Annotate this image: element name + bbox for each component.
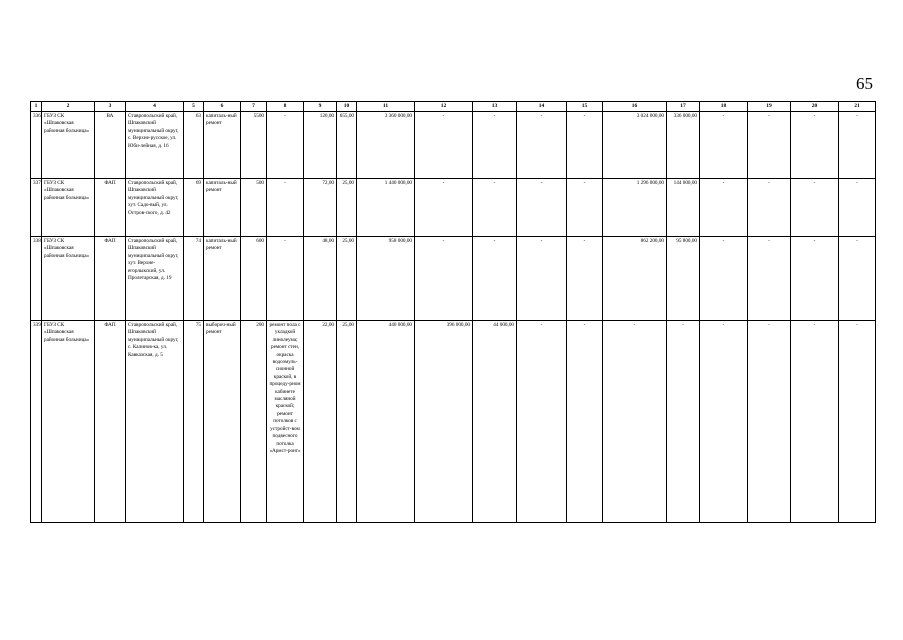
header-cell: 5	[184, 102, 204, 112]
amount-cell: -	[473, 237, 517, 321]
amount-cell: -	[517, 112, 567, 179]
amount-cell: -	[603, 321, 667, 523]
header-cell: 15	[567, 102, 603, 112]
table-cell: 72,00	[304, 179, 337, 237]
amount-cell: 336 000,00	[667, 112, 700, 179]
header-cell: 21	[839, 102, 876, 112]
organization-cell: ГБУЗ СК «Шпаковская районная больница»	[42, 237, 95, 321]
header-cell: 18	[700, 102, 748, 112]
header-cell: 17	[667, 102, 700, 112]
amount-cell: 3 360 000,00	[357, 112, 415, 179]
amount-cell: -	[791, 112, 839, 179]
table-cell: 120,00	[304, 112, 337, 179]
amount-cell: 440 000,00	[357, 321, 415, 523]
amount-cell: 396 000,00	[415, 321, 473, 523]
works-description-cell: ремонт пола с укладкой линолеума; ремонт стен, окраска водоэмуль-сионной краской, в процеду-рном кабинете масляной краской; ремонт потолков с устройст-вом подвесного потолка «Армст-ронг»	[267, 321, 304, 523]
table-cell: 25,00	[337, 179, 357, 237]
amount-cell: -	[700, 112, 748, 179]
amount-cell: -	[567, 237, 603, 321]
amount-cell: -	[517, 321, 567, 523]
works-description-cell: -	[267, 179, 304, 237]
row-number-cell: 336	[31, 112, 42, 179]
table-row	[31, 321, 876, 523]
amount-cell: -	[567, 179, 603, 237]
table-cell: 69	[184, 179, 204, 237]
header-cell: 1	[31, 102, 42, 112]
amount-cell: 1 440 000,00	[357, 179, 415, 237]
table-cell: 25,00	[337, 321, 357, 523]
header-cell: 8	[267, 102, 304, 112]
facility-type-cell: ФАП	[95, 321, 126, 523]
amount-cell: 144 000,00	[667, 179, 700, 237]
repair-type-cell: выбороч-ный ремонт	[204, 321, 241, 523]
row-number-cell: 337	[31, 179, 42, 237]
amount-cell: 862 200,00	[603, 237, 667, 321]
header-cell: 16	[603, 102, 667, 112]
table-cell: 600	[241, 237, 267, 321]
header-cell: 3	[95, 102, 126, 112]
amount-cell: -	[567, 321, 603, 523]
works-description-cell: -	[267, 112, 304, 179]
amount-cell: -	[517, 179, 567, 237]
amount-cell: -	[748, 237, 791, 321]
amount-cell: 44 000,00	[473, 321, 517, 523]
repair-type-cell: капиталь-ный ремонт	[204, 237, 241, 321]
organization-cell: ГБУЗ СК «Шпаковская районная больница»	[42, 321, 95, 523]
table-cell: 5500	[241, 112, 267, 179]
amount-cell: -	[415, 179, 473, 237]
table-cell: 22,00	[304, 321, 337, 523]
header-cell: 6	[204, 102, 241, 112]
header-cell: 9	[304, 102, 337, 112]
header-cell: 19	[748, 102, 791, 112]
row-number-cell: 339	[31, 321, 42, 523]
address-cell: Ставропольский край, Шпаковский муниципальный округ, хут. Верхне-егорлыкский, ул. Пролетарская, д. 19	[126, 237, 184, 321]
header-cell: 20	[791, 102, 839, 112]
amount-cell: -	[473, 112, 517, 179]
amount-cell: -	[748, 179, 791, 237]
amount-cell: -	[839, 179, 876, 237]
table-cell: 74	[184, 237, 204, 321]
header-cell: 2	[42, 102, 95, 112]
amount-cell: 95 800,00	[667, 237, 700, 321]
amount-cell: -	[839, 112, 876, 179]
amount-cell: -	[791, 179, 839, 237]
amount-cell: -	[667, 321, 700, 523]
facility-type-cell: ФАП	[95, 179, 126, 237]
organization-cell: ГБУЗ СК «Шпаковская районная больница»	[42, 179, 95, 237]
header-row	[31, 102, 876, 112]
organization-cell: ГБУЗ СК «Шпаковская районная больница»	[42, 112, 95, 179]
row-number-cell: 338	[31, 237, 42, 321]
address-cell: Ставропольский край, Шпаковский муниципальный округ, с. Верхне-русское, ул. Юби-лейная, д. 16	[126, 112, 184, 179]
table-cell: 63	[184, 112, 204, 179]
facility-type-cell: ФАП	[95, 237, 126, 321]
address-cell: Ставропольский край, Шпаковский муниципальный округ, хут. Садо-вый, ул. Остров-ского, д. 42	[126, 179, 184, 237]
amount-cell: 1 296 000,00	[603, 179, 667, 237]
amount-cell: -	[791, 237, 839, 321]
header-cell: 13	[473, 102, 517, 112]
amount-cell: -	[415, 237, 473, 321]
table-row	[31, 237, 876, 321]
amount-cell: -	[473, 179, 517, 237]
table-row	[31, 112, 876, 179]
header-cell: 4	[126, 102, 184, 112]
repair-type-cell: капиталь-ный ремонт	[204, 112, 241, 179]
data-table	[30, 101, 876, 523]
table-cell: 200	[241, 321, 267, 523]
amount-cell: -	[700, 237, 748, 321]
amount-cell: -	[567, 112, 603, 179]
amount-cell: -	[700, 321, 748, 523]
amount-cell: -	[700, 179, 748, 237]
header-cell: 14	[517, 102, 567, 112]
amount-cell: -	[748, 112, 791, 179]
header-cell: 10	[337, 102, 357, 112]
amount-cell: 3 024 000,00	[603, 112, 667, 179]
table-cell: 655,00	[337, 112, 357, 179]
facility-type-cell: ВА	[95, 112, 126, 179]
amount-cell: -	[517, 237, 567, 321]
amount-cell: -	[415, 112, 473, 179]
works-description-cell: -	[267, 237, 304, 321]
amount-cell: -	[839, 237, 876, 321]
table-cell: 75	[184, 321, 204, 523]
amount-cell: 958 000,00	[357, 237, 415, 321]
header-cell: 7	[241, 102, 267, 112]
table-row	[31, 179, 876, 237]
amount-cell: -	[791, 321, 839, 523]
address-cell: Ставропольский край, Шпаковский муниципальный округ, с. Калинов-ка, ул. Кавказская, д. 5	[126, 321, 184, 523]
amount-cell: -	[748, 321, 791, 523]
table-cell: 500	[241, 179, 267, 237]
table-cell: 25,00	[337, 237, 357, 321]
amount-cell: -	[839, 321, 876, 523]
header-cell: 12	[415, 102, 473, 112]
header-cell: 11	[357, 102, 415, 112]
repair-type-cell: капиталь-ный ремонт	[204, 179, 241, 237]
page-number: 65	[856, 74, 873, 93]
table-cell: 48,00	[304, 237, 337, 321]
